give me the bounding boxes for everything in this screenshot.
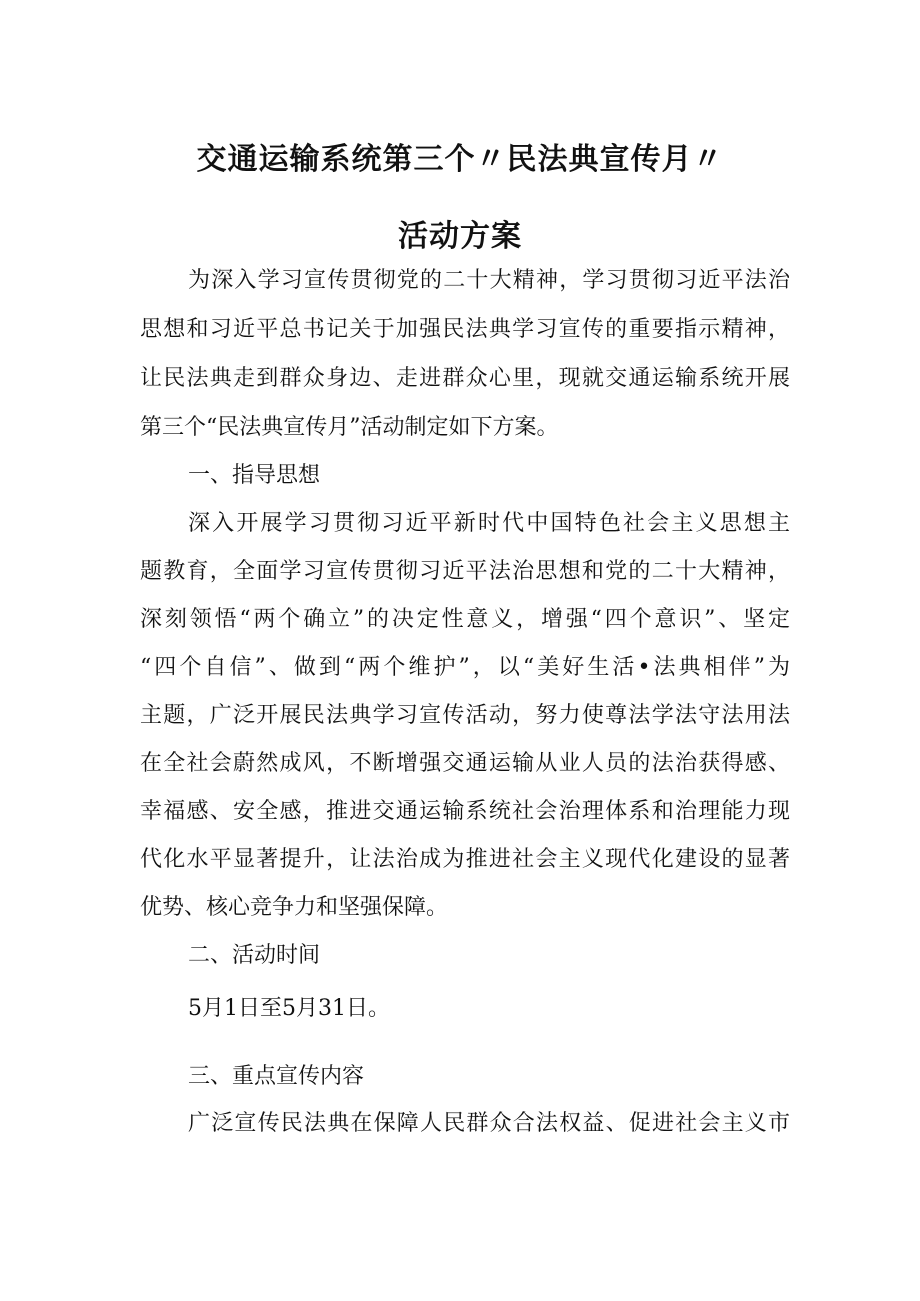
section-heading: 二、活动时间 <box>188 943 321 968</box>
paragraph-line: 第三个“民法典宣传月”活动制定如下方案。 <box>140 415 559 440</box>
paragraph-line: 主题，广泛开展民法典学习宣传活动，努力使尊法学法守法用法 <box>140 703 790 728</box>
document-title: 交通运输系统第三个〃民法典宣传月〃 <box>196 142 724 177</box>
paragraph-line: 幸福感、安全感，推进交通运输系统社会治理体系和治理能力现 <box>140 799 790 824</box>
paragraph-line: “四个自信”、做到“两个维护”，以“美好生活•法典相伴”为 <box>140 655 790 680</box>
paragraph-line: 为深入学习宣传贯彻党的二十大精神，学习贯彻习近平法治 <box>188 268 790 293</box>
paragraph-line: 深入开展学习贯彻习近平新时代中国特色社会主义思想主 <box>188 511 790 536</box>
paragraph-line: 题教育，全面学习宣传贯彻习近平法治思想和党的二十大精神， <box>140 559 790 584</box>
paragraph-line: 广泛宣传民法典在保障人民群众合法权益、促进社会主义市 <box>188 1111 790 1136</box>
section-heading: 三、重点宣传内容 <box>188 1064 365 1089</box>
paragraph-line: 思想和习近平总书记关于加强民法典学习宣传的重要指示精神， <box>140 317 790 342</box>
paragraph-line: 让民法典走到群众身边、走进群众心里，现就交通运输系统开展 <box>140 366 790 391</box>
paragraph-line: 5月1日至5月31日。 <box>188 996 390 1021</box>
document-subtitle: 活动方案 <box>398 219 522 254</box>
paragraph-line: 优势、核心竞争力和坚强保障。 <box>140 895 449 920</box>
paragraph-line: 深刻领悟“两个确立”的决定性意义，增强“四个意识”、坚定 <box>140 607 790 632</box>
section-heading: 一、指导思想 <box>188 463 321 488</box>
paragraph-line: 代化水平显著提升，让法治成为推进社会主义现代化建设的显著 <box>140 847 790 872</box>
paragraph-line: 在全社会蔚然成风，不断增强交通运输从业人员的法治获得感、 <box>140 751 790 776</box>
